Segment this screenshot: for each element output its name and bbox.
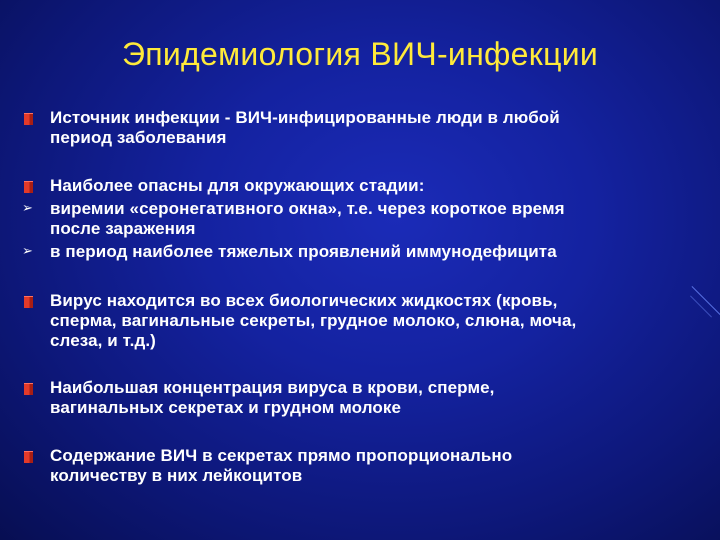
decorative-line [690,296,712,318]
bullet-text: сперма, вагинальные секреты, грудное молоко, слюна, моча, [50,311,577,330]
bullet-text: Источник инфекции - ВИЧ-инфицированные люди в любой [50,108,560,127]
sub-bullet-text: виремии «серонегативного окна», т.е. через короткое время [50,199,565,218]
red-square-bullet-icon [24,181,33,193]
bullet-text: Вирус находится во всех биологических жидкостях (кровь, [50,291,558,310]
bullet-text: вагинальных секретах и грудном молоке [50,398,402,417]
bullet-text: количеству в них лейкоцитов [50,466,303,485]
red-square-bullet-icon [24,383,33,395]
red-square-bullet-icon [24,296,33,308]
arrow-bullet-icon: ➢ [22,244,33,259]
bullet-text: слеза, и т.д.) [50,331,156,350]
bullet-text: Содержание ВИЧ в секретах прямо пропорционально [50,446,513,465]
bullet-text: Наиболее опасны для окружающих стадии: [50,176,425,195]
bullet-text: Наибольшая концентрация вируса в крови, сперме, [50,378,495,397]
slide-title: Эпидемиология ВИЧ-инфекции [121,36,599,72]
arrow-bullet-icon: ➢ [22,201,33,216]
bullet-text: период заболевания [50,128,227,147]
red-square-bullet-icon [24,451,33,463]
sub-bullet-text: после заражения [50,219,196,238]
sub-bullet-text: в период наиболее тяжелых проявлений иммунодефицита [50,242,557,261]
red-square-bullet-icon [24,113,33,125]
